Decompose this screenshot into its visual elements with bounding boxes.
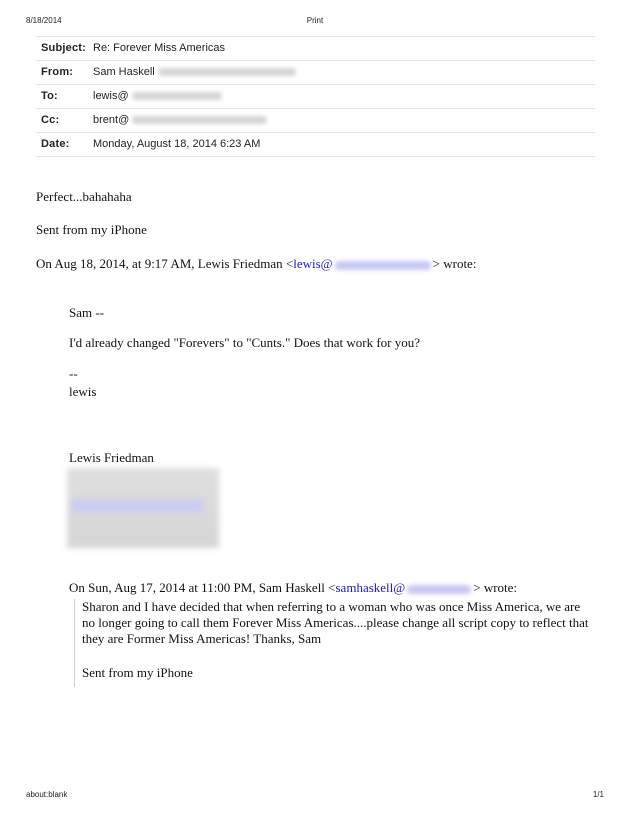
header-label: Cc:: [41, 114, 60, 126]
header-row-date: [35, 133, 595, 157]
page-number: 1/1: [592, 790, 604, 799]
attribution-suffix: > wrote:: [432, 256, 477, 271]
redacted-email: [132, 92, 222, 100]
blockquote: [74, 599, 589, 687]
subject-value: Re: Forever Miss Americas: [93, 42, 226, 54]
header-row-subject: [35, 37, 595, 61]
quoted-body: I'd already changed "Forevers" to "Cunts." Does that work for you?: [69, 335, 421, 350]
quoted-greeting: Sam --: [69, 305, 105, 320]
signature-full-name: Lewis Friedman: [69, 450, 154, 465]
email-link[interactable]: samhaskell@: [335, 580, 406, 595]
redacted-email: [407, 585, 471, 594]
quoted-sig-dash: --: [69, 366, 78, 381]
quoted-signature: Sent from my iPhone: [82, 665, 193, 680]
quoted-line: no longer going to call them Forever Miss Americas....please change all script copy to reflect that: [82, 615, 589, 630]
print-title: Print: [306, 16, 324, 25]
attribution-line-2: [69, 580, 517, 596]
reply-text: Perfect...bahahaha: [36, 189, 132, 204]
attribution-line-1: [36, 256, 476, 272]
header-label: To:: [41, 90, 58, 102]
quoted-sig-name: lewis: [69, 384, 97, 399]
redacted-link: [71, 500, 203, 512]
date-value: Monday, August 18, 2014 6:23 AM: [93, 138, 261, 150]
attribution-suffix: > wrote:: [473, 580, 518, 595]
redacted-email: [335, 261, 431, 270]
redacted-email: [158, 68, 296, 76]
print-date: 8/18/2014: [26, 16, 62, 25]
header-label: Date:: [41, 138, 70, 150]
header-label: Subject:: [41, 42, 86, 54]
print-url: about:blank: [26, 790, 68, 799]
redacted-signature-block: [67, 468, 219, 548]
attribution-text: On Aug 18, 2014, at 9:17 AM, Lewis Friedman <: [36, 256, 294, 271]
header-row-from: [35, 61, 595, 85]
header-label: From:: [41, 66, 74, 78]
cc-value: [93, 109, 267, 132]
cc-email: brent@: [93, 114, 130, 126]
email-link[interactable]: lewis@: [293, 256, 333, 271]
redacted-email: [132, 116, 267, 124]
reply-signature: Sent from my iPhone: [36, 222, 147, 237]
to-value: [93, 85, 222, 108]
attribution-text: On Sun, Aug 17, 2014 at 11:00 PM, Sam Haskell <: [69, 580, 336, 595]
header-row-to: [35, 85, 595, 109]
header-row-cc: [35, 109, 595, 133]
quoted-line: they are Former Miss Americas! Thanks, Sam: [82, 631, 322, 646]
quoted-line: Sharon and I have decided that when referring to a woman who was once Miss America, we are: [82, 599, 581, 614]
from-value: [93, 61, 296, 84]
to-email: lewis@: [93, 90, 129, 102]
email-headers: [35, 36, 595, 157]
from-name: Sam Haskell: [93, 66, 155, 78]
